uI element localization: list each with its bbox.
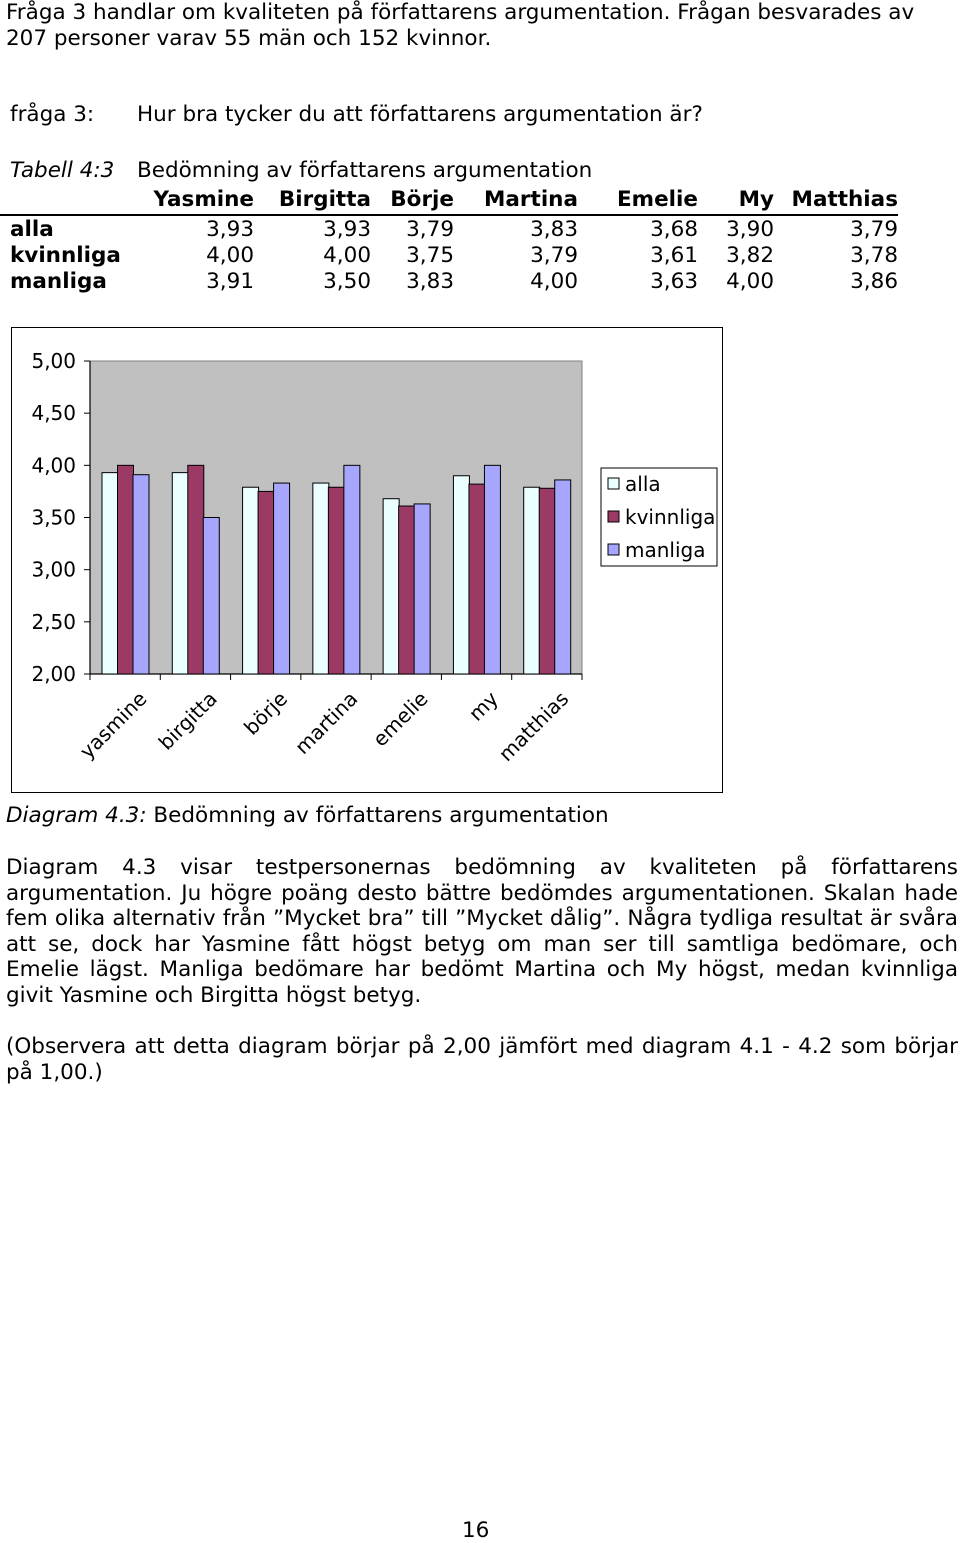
body-paragraph: Diagram 4.3 visar testpersonernas bedömning av kvaliteten på författarens argumentation. Ju högre poäng desto bättre bedömdes argumentationen. Skalan hade fem olika alternativ från ”Mycket bra” till ”Mycket dålig”. Några tydliga resultat är svåra att se, dock har Yasmine fått högst betyg om man ser till samtliga bedömare, och Emelie lägst. Manliga bedömare har bedömt Martina och My högst, medan kvinnliga givit Yasmine och Birgitta högst betyg. xyxy=(6,855,958,1008)
bar-manliga-emelie xyxy=(414,504,430,674)
legend-label: alla xyxy=(625,472,661,496)
bar-alla-birgitta xyxy=(172,473,188,674)
column-header: Yasmine xyxy=(150,184,254,215)
table-cell: 3,78 xyxy=(850,242,898,268)
row-label: kvinnliga xyxy=(10,242,121,268)
y-tick-label: 2,50 xyxy=(31,609,76,634)
bar-alla-emelie xyxy=(383,499,399,674)
chart-caption xyxy=(6,803,609,828)
x-tick-label: matthias xyxy=(493,686,574,767)
column-header: My xyxy=(698,184,774,215)
y-tick-label: 3,00 xyxy=(31,557,76,582)
legend-label: manliga xyxy=(625,538,706,562)
bar-manliga-martina xyxy=(344,465,360,674)
table-cell: 3,63 xyxy=(650,268,698,294)
caption-prefix: Diagram 4.3: xyxy=(6,803,147,828)
y-tick-label: 5,00 xyxy=(31,349,76,373)
question-label: fråga 3: xyxy=(10,102,95,127)
row-label: manliga xyxy=(10,268,107,294)
column-header: Emelie xyxy=(578,184,698,215)
x-tick-label: birgitta xyxy=(153,686,222,755)
table-cell: 3,68 xyxy=(650,216,698,242)
bar-manliga-yasmine xyxy=(133,475,149,674)
note-paragraph: (Observera att detta diagram börjar på 2,00 jämfört med diagram 4.1 - 4.2 som börjar på 1,00.) xyxy=(6,1034,958,1085)
column-header: Martina xyxy=(454,184,578,215)
bar-manliga-my xyxy=(484,465,500,674)
bar-kvinnliga-birgitta xyxy=(188,465,204,674)
legend-swatch xyxy=(608,544,619,555)
table-cell: 3,93 xyxy=(206,216,254,242)
caption-text: Bedömning av författarens argumentation xyxy=(146,803,609,828)
x-tick-label: my xyxy=(463,686,503,726)
bar-manliga-matthias xyxy=(555,480,571,674)
y-tick-label: 2,00 xyxy=(31,662,76,686)
table-cell: 3,93 xyxy=(323,216,371,242)
table-cell: 3,83 xyxy=(406,268,454,294)
table-cell: 3,79 xyxy=(850,216,898,242)
intro-text: Fråga 3 handlar om kvaliteten på författarens argumentation. Frågan besvarades av 207 personer varav 55 män och 152 kvinnor. xyxy=(6,0,915,51)
y-tick-label: 3,50 xyxy=(31,505,76,530)
bar-manliga-birgitta xyxy=(203,518,219,675)
x-tick-label: emelie xyxy=(367,686,433,752)
bar-alla-martina xyxy=(313,483,329,674)
bar-alla-my xyxy=(453,476,469,674)
x-tick-label: börje xyxy=(239,686,293,740)
column-header: Matthias xyxy=(774,184,898,215)
table-title: Bedömning av författarens argumentation xyxy=(137,158,593,183)
legend-label: kvinnliga xyxy=(625,505,716,529)
table-cell: 3,82 xyxy=(726,242,774,268)
y-tick-label: 4,00 xyxy=(31,453,76,478)
table-cell: 4,00 xyxy=(323,242,371,268)
x-tick-label: yasmine xyxy=(74,686,152,764)
table-cell: 3,75 xyxy=(406,242,454,268)
table-cell: 3,50 xyxy=(323,268,371,294)
bar-kvinnliga-yasmine xyxy=(118,465,134,674)
legend-swatch xyxy=(608,478,619,489)
bar-kvinnliga-my xyxy=(469,484,485,674)
x-tick-label: martina xyxy=(290,686,363,759)
table-label: Tabell 4:3 xyxy=(10,158,115,183)
column-header: Börje xyxy=(371,184,454,215)
table-cell: 4,00 xyxy=(726,268,774,294)
table-cell: 4,00 xyxy=(206,242,254,268)
bar-kvinnliga-börje xyxy=(258,491,274,674)
page-number: 16 xyxy=(462,1518,490,1543)
bar-kvinnliga-matthias xyxy=(539,488,555,674)
table-cell: 3,79 xyxy=(406,216,454,242)
bar-alla-börje xyxy=(243,487,259,674)
table-cell: 3,83 xyxy=(530,216,578,242)
table-cell: 3,61 xyxy=(650,242,698,268)
bar-kvinnliga-emelie xyxy=(399,506,415,674)
column-header: Birgitta xyxy=(254,184,371,215)
bar-alla-matthias xyxy=(524,487,540,674)
question-text: Hur bra tycker du att författarens argumentation är? xyxy=(137,102,703,127)
y-tick-label: 4,50 xyxy=(31,401,76,426)
row-label: alla xyxy=(10,216,54,242)
bar-manliga-börje xyxy=(274,483,290,674)
table-cell: 4,00 xyxy=(530,268,578,294)
table-cell: 3,86 xyxy=(850,268,898,294)
legend-swatch xyxy=(608,511,619,522)
table-cell: 3,91 xyxy=(206,268,254,294)
bar-alla-yasmine xyxy=(102,473,118,674)
bar-kvinnliga-martina xyxy=(328,487,344,674)
table-cell: 3,90 xyxy=(726,216,774,242)
table-cell: 3,79 xyxy=(530,242,578,268)
